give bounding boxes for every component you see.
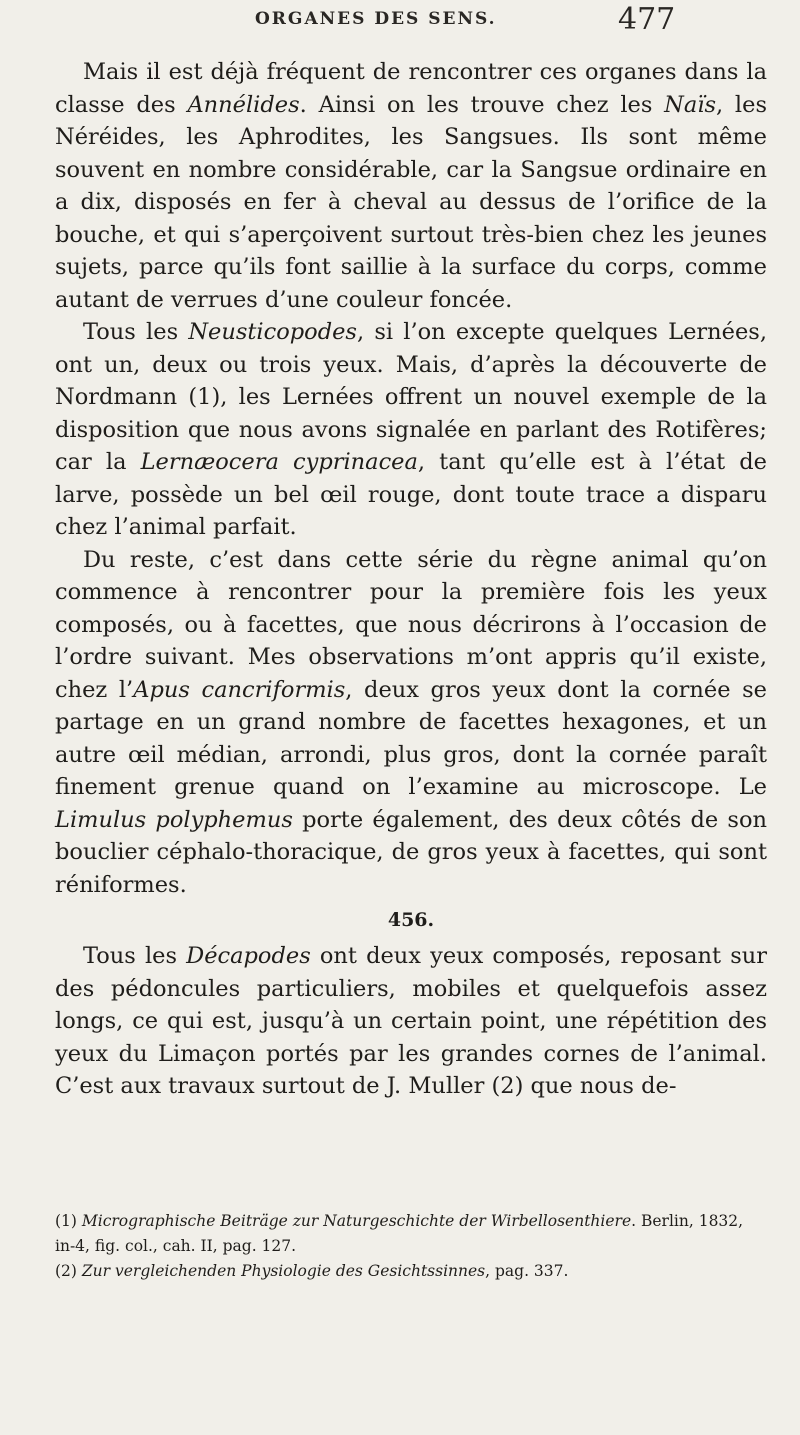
text-run: , deux gros yeux dont la cornée se partage en un grand nombre de facettes hexagones, et un autre œil médian, arrondi, plus gros, dont la cornée paraît finement grenue quand on l’examine au microscope. Le (55, 676, 767, 800)
running-head (0, 0, 800, 60)
text-run: . Ainsi on les trouve chez les (299, 91, 665, 118)
body-text (55, 56, 767, 1103)
text-run: , les Néréides, les Aphrodites, les Sangsues. Ils sont même souvent en nombre considérable, car la Sangsue ordinaire en a dix, disposés en fer à cheval au dessus de l’orifice de la bouche, et qui s’aperçoivent surtout très-bien chez les jeunes sujets, parce qu’ils font saillie à la surface du corps, comme autant de verrues d’une couleur foncée. (55, 91, 767, 313)
italic-term: Neusticopodes (188, 319, 357, 345)
page-number: 477 (618, 2, 676, 37)
italic-term: Annélides (187, 91, 300, 118)
paragraph-compound-eyes (55, 544, 767, 902)
footnote-2 (55, 1259, 767, 1284)
italic-term: Limulus polyphemus (55, 806, 293, 833)
text-run: ont deux yeux composés, reposant sur des pédoncules particuliers, mobiles et quelquefois assez longs, ce qui est, jusqu’à un certain point, une répétition des yeux du Limaçon portés par les grandes cornes de l’animal. C’est aux travaux surtout de J. Muller (2) que nous de- (55, 943, 767, 1099)
text-run: , tant qu’elle est à l’état de larve, possède un bel œil rouge, dont toute trace a disparu chez l’animal parfait. (55, 449, 768, 540)
footnotes (55, 1209, 767, 1284)
italic-term: Décapodes (186, 943, 311, 969)
text-run: porte également, des deux côtés de son bouclier céphalo-thoracique, de gros yeux à facettes, qui sont réniformes. (55, 806, 768, 898)
text-run: Mais il est déjà fréquent de rencontrer ces organes dans la classe des (55, 59, 767, 118)
paragraph-decapodes (55, 940, 767, 1103)
paragraph-neusticopodes (55, 316, 767, 544)
italic-term: Lernæocera cyprinacea (140, 449, 418, 475)
italic-term: Naïs (664, 91, 717, 118)
footnote-details: . Berlin, 1832, in-4, fig. col., cah. II, pag. 127. (55, 1212, 744, 1255)
text-run: Tous les (83, 319, 189, 345)
running-title: ORGANES DES SENS. (255, 9, 497, 29)
footnote-title: Zur vergleichenden Physiologie des Gesichtssinnes (81, 1262, 486, 1280)
text-run: , si l’on excepte quelques Lernées, ont un, deux ou trois yeux. Mais, d’après la découverte de Nordmann (1), les Lernées offrent un nouvel exemple de la disposition que nous avons signalée en parlant des Rotifères; car la (55, 319, 767, 475)
footnote-details: , pag. 337. (485, 1262, 569, 1280)
italic-term: Apus cancriformis (133, 676, 346, 703)
text-run: Du reste, c’est dans cette série du règne animal qu’on commence à rencontrer pour la première fois les yeux composés, ou à facettes, que nous décrirons à l’occasion de l’ordre suivant. Mes observations m’ont appris qu’il existe, chez l’ (55, 546, 767, 703)
footnote-marker: (1) (55, 1212, 82, 1230)
section-number: 456. (387, 909, 435, 931)
footnote-1 (55, 1209, 767, 1259)
paragraph-annelides (55, 56, 767, 316)
footnote-title: Micrographische Beiträge zur Naturgeschichte der Wirbellosenthiere (81, 1212, 632, 1230)
footnote-marker: (2) (55, 1262, 82, 1280)
text-run: Tous les (83, 943, 187, 969)
